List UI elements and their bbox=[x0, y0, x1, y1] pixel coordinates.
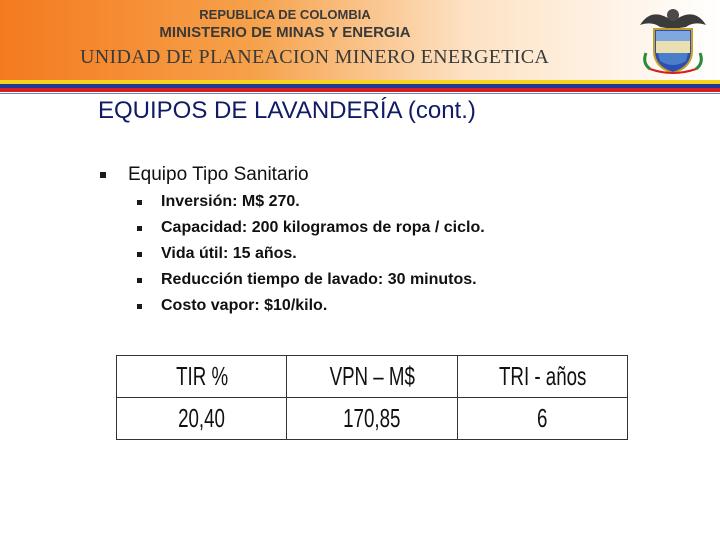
header-line-unit: UNIDAD DE PLANEACION MINERO ENERGETICA bbox=[80, 46, 550, 68]
sub-bullet-text: Capacidad: 200 kilogramos de ropa / ciclo. bbox=[161, 219, 485, 236]
header-banner bbox=[0, 0, 720, 80]
table-cell: 170,85 bbox=[287, 398, 457, 440]
header-line-ministry: MINISTERIO DE MINAS Y ENERGIA bbox=[159, 24, 411, 41]
bullet-square-icon bbox=[137, 252, 142, 257]
coat-of-arms-icon bbox=[636, 3, 710, 77]
bullet-item: Equipo Tipo Sanitario bbox=[128, 164, 309, 185]
sub-bullet-text: Inversión: M$ 270. bbox=[161, 193, 300, 210]
table-row bbox=[117, 398, 628, 440]
table-header-cell: VPN – M$ bbox=[287, 356, 457, 398]
sub-bullet-text: Vida útil: 15 años. bbox=[161, 245, 297, 262]
bullet-square-icon bbox=[100, 172, 106, 178]
header-line-republic: REPUBLICA DE COLOMBIA bbox=[199, 7, 371, 22]
table-header-row bbox=[117, 356, 628, 398]
financial-indicators-table bbox=[116, 355, 628, 440]
sub-bullet-text: Reducción tiempo de lavado: 30 minutos. bbox=[161, 271, 477, 288]
table-header-cell: TIR % bbox=[117, 356, 287, 398]
table-header-cell: TRI - años bbox=[457, 356, 627, 398]
bullet-square-icon bbox=[137, 226, 142, 231]
header-divider bbox=[0, 93, 720, 94]
slide-title: EQUIPOS DE LAVANDERÍA (cont.) bbox=[98, 97, 476, 124]
bullet-square-icon bbox=[137, 200, 142, 205]
table-cell: 20,40 bbox=[117, 398, 287, 440]
bullet-square-icon bbox=[137, 304, 142, 309]
table-cell: 6 bbox=[457, 398, 627, 440]
sub-bullet-text: Costo vapor: $10/kilo. bbox=[161, 297, 328, 314]
flag-stripe-red bbox=[0, 88, 720, 92]
bullet-square-icon bbox=[137, 278, 142, 283]
